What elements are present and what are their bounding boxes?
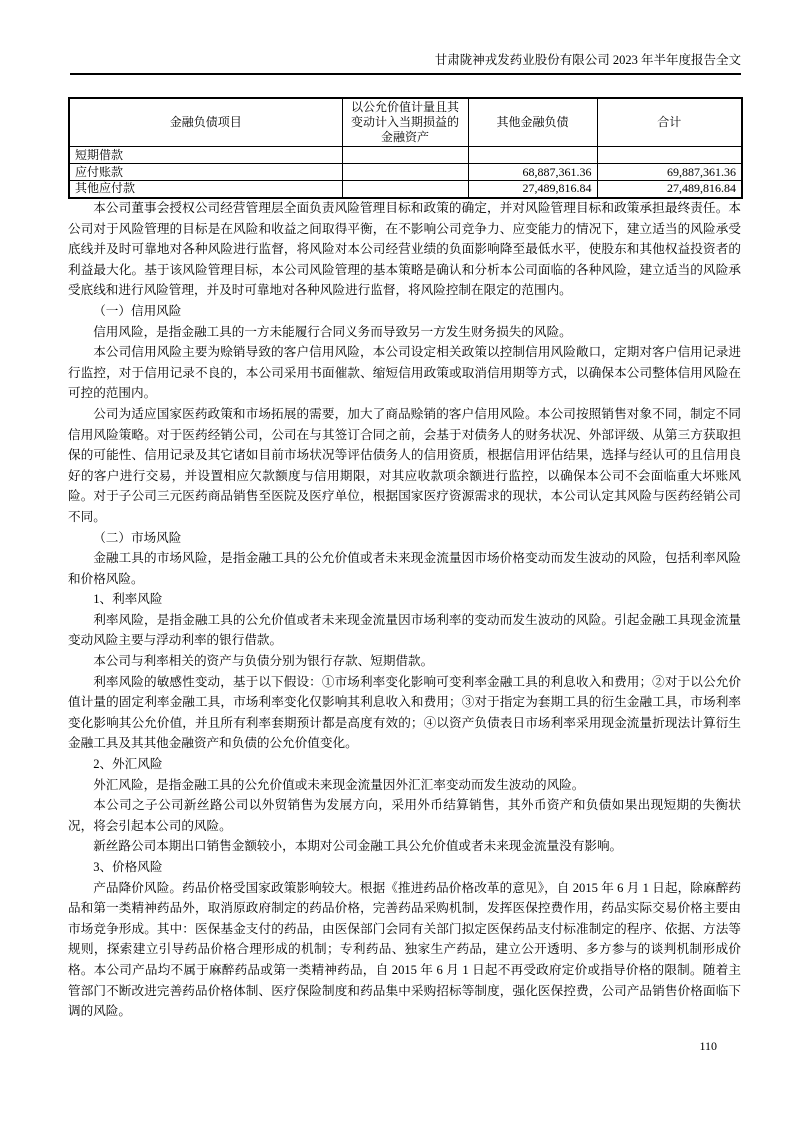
cell-fvtpl: [342, 181, 468, 198]
cell-other: 68,887,361.36: [468, 164, 597, 181]
cell-total: 27,489,816.84: [597, 181, 742, 198]
table-header-row: [69, 98, 742, 147]
financial-liabilities-table: [68, 97, 743, 199]
para-market-risk-definition: 金融工具的市场风险，是指金融工具的公允价值或者未来现金流量因市场价格变动而发生波动的风险，包括利率风险和价格风险。: [68, 551, 741, 586]
table-row: [69, 181, 742, 198]
column-header-other-financial-liabilities: 其他金融负债: [468, 98, 597, 147]
cell-fvtpl: [342, 147, 468, 164]
para-credit-risk-definition: 信用风险，是指金融工具的一方未能履行合同义务而导致另一方发生财务损失的风险。: [93, 324, 572, 339]
para-credit-risk-policy: 本公司信用风险主要为赊销导致的客户信用风险，本公司设定相关政策以控制信用风险敞口，定期对客户信用记录进行监控，对于信用记录不良的，本公司采用书面催款、缩短信用政策或取消信用期等方式，以确保本公司整体信用风险在可控的范围内。: [68, 345, 741, 401]
heading-market-risk: （二）市场风险: [93, 530, 182, 545]
report-title: 甘肃陇神戎发药业股份有限公司 2023 年半年度报告全文: [434, 53, 741, 67]
para-fx-definition: 外汇风险，是指金融工具的公允价值或未来现金流量因外汇汇率变动而发生波动的风险。: [93, 777, 585, 792]
heading-price-risk: 3、价格风险: [93, 860, 163, 874]
page-header: [70, 50, 741, 75]
table-row: [69, 147, 742, 164]
cell-total: [597, 147, 742, 164]
cell-item: 其他应付款: [69, 181, 342, 198]
para-interest-rate-sensitivity: 利率风险的敏感性变动，基于以下假设：①市场利率变化影响可变利率金融工具的利息收入和费用；②对于以公允价值计量的固定利率金融工具，市场利率变化仅影响其利息收入和费用；③对于指定为套期工具的衍生金融工具，市场利率变化影响其公允价值，并且所有利率套期预计都是高度有效的；④以资产负债表日市场利率采用现金流量折现法计算衍生金融工具及其其他金融资产和负债的公允价值变化。: [68, 674, 741, 751]
cell-total: 69,887,361.36: [597, 164, 742, 181]
cell-item: 短期借款: [69, 147, 342, 164]
para-fx-subsidiary: 本公司之子公司新丝路公司以外贸销售为发展方向，采用外币结算销售，其外币资产和负债如果出现短期的失衡状况，将会引起本公司的风险。: [68, 798, 741, 833]
column-header-item: 金融负债项目: [69, 98, 342, 147]
para-interest-rate-assets: 本公司与利率相关的资产与负债分别为银行存款、短期借款。: [93, 654, 434, 669]
para-risk-management-overview: 本公司董事会授权公司经营管理层全面负责风险管理目标和政策的确定，并对风险管理目标和政策承担最终责任。本公司对于风险管理的目标是在风险和收益之间取得平衡，在不影响公司竞争力、应变能力的情况下，建立适当的风险承受底线并及时可靠地对各种风险进行监督，将风险对本公司经营业绩的负面影响降至最低水平，使股东和其他权益投资者的利益最大化。基于该风险管理目标，本公司风险管理的基本策略是确认和分析本公司面临的各种风险，建立适当的风险承受底线和进行风险管理，并及时可靠地对各种风险进行监督，将风险控制在限定的范围内。: [68, 201, 741, 298]
report-body: [68, 198, 741, 1022]
cell-fvtpl: [342, 164, 468, 181]
page-number: 110: [699, 1039, 717, 1053]
cell-item: 应付账款: [69, 164, 342, 181]
heading-interest-rate-risk: 1、利率风险: [93, 592, 163, 607]
table-row: [69, 164, 742, 181]
para-price-risk-detail: 产品降价风险。药品价格受国家政策影响较大。根据《推进药品价格改革的意见》，自 2015 年 6 月 1 日起，除麻醉药品和第一类精神药品外，取消原政府制定的药品价格，完善药品采购机制，发挥医保控费作用，药品实际交易价格主要由市场竞争形成。其中：医保基金支付的药品，由医保部门会同有关部门拟定医保药品支付标准制定的程序、依据、方法等规则，探索建立引导药品价格合理形成的机制；专利药品、独家生产药品，建立公开透明、多方参与的谈判机制形成价格。本公司产品均不属于麻醉药品或第一类精神药品，自 2015 年 6 月 1 日起不再受政府定价或指导价格的限制。随着主管部门不断改进完善药品价格体制、医疗保险制度和药品集中采购招标等制度，强化医保控费，公司产品销售价格面临下调的风险。: [68, 880, 741, 1019]
para-fx-impact: 新丝路公司本期出口销售金额较小，本期对公司金融工具公允价值或者未来现金流量没有影响。: [93, 839, 623, 854]
heading-foreign-exchange-risk: 2、外汇风险: [93, 757, 163, 772]
column-header-total: 合计: [597, 98, 742, 147]
para-credit-risk-strategy: 公司为适应国家医药政策和市场拓展的需要，加大了商品赊销的客户信用风险。本公司按照销售对象不同，制定不同信用风险策略。对于医药经销公司，公司在与其签订合同之前，会基于对债务人的财务状况、外部评级、从第三方获取担保的可能性、信用记录及其它诸如目前市场状况等评估债务人的信用资质，根据信用评估结果，选择与经认可的且信用良好的客户进行交易，并设置相应欠款额度与信用期限，对其应收款项余额进行监控，以确保本公司不会面临重大坏账风险。对于子公司三元医药商品销售至医院及医疗单位，根据国家医疗资源需求的现状，本公司认定其风险与医药经销公司不同。: [68, 406, 741, 524]
para-interest-rate-definition: 利率风险，是指金融工具的公允价值或者未来现金流量因市场利率的变动而发生波动的风险。引起金融工具现金流量变动风险主要与浮动利率的银行借款。: [68, 612, 741, 648]
heading-credit-risk: （一）信用风险: [93, 303, 182, 318]
cell-other: 27,489,816.84: [468, 181, 597, 198]
cell-other: [468, 147, 597, 164]
column-header-fvtpl: 以公允价值计量且其变动计入当期损益的金融资产: [342, 98, 468, 147]
